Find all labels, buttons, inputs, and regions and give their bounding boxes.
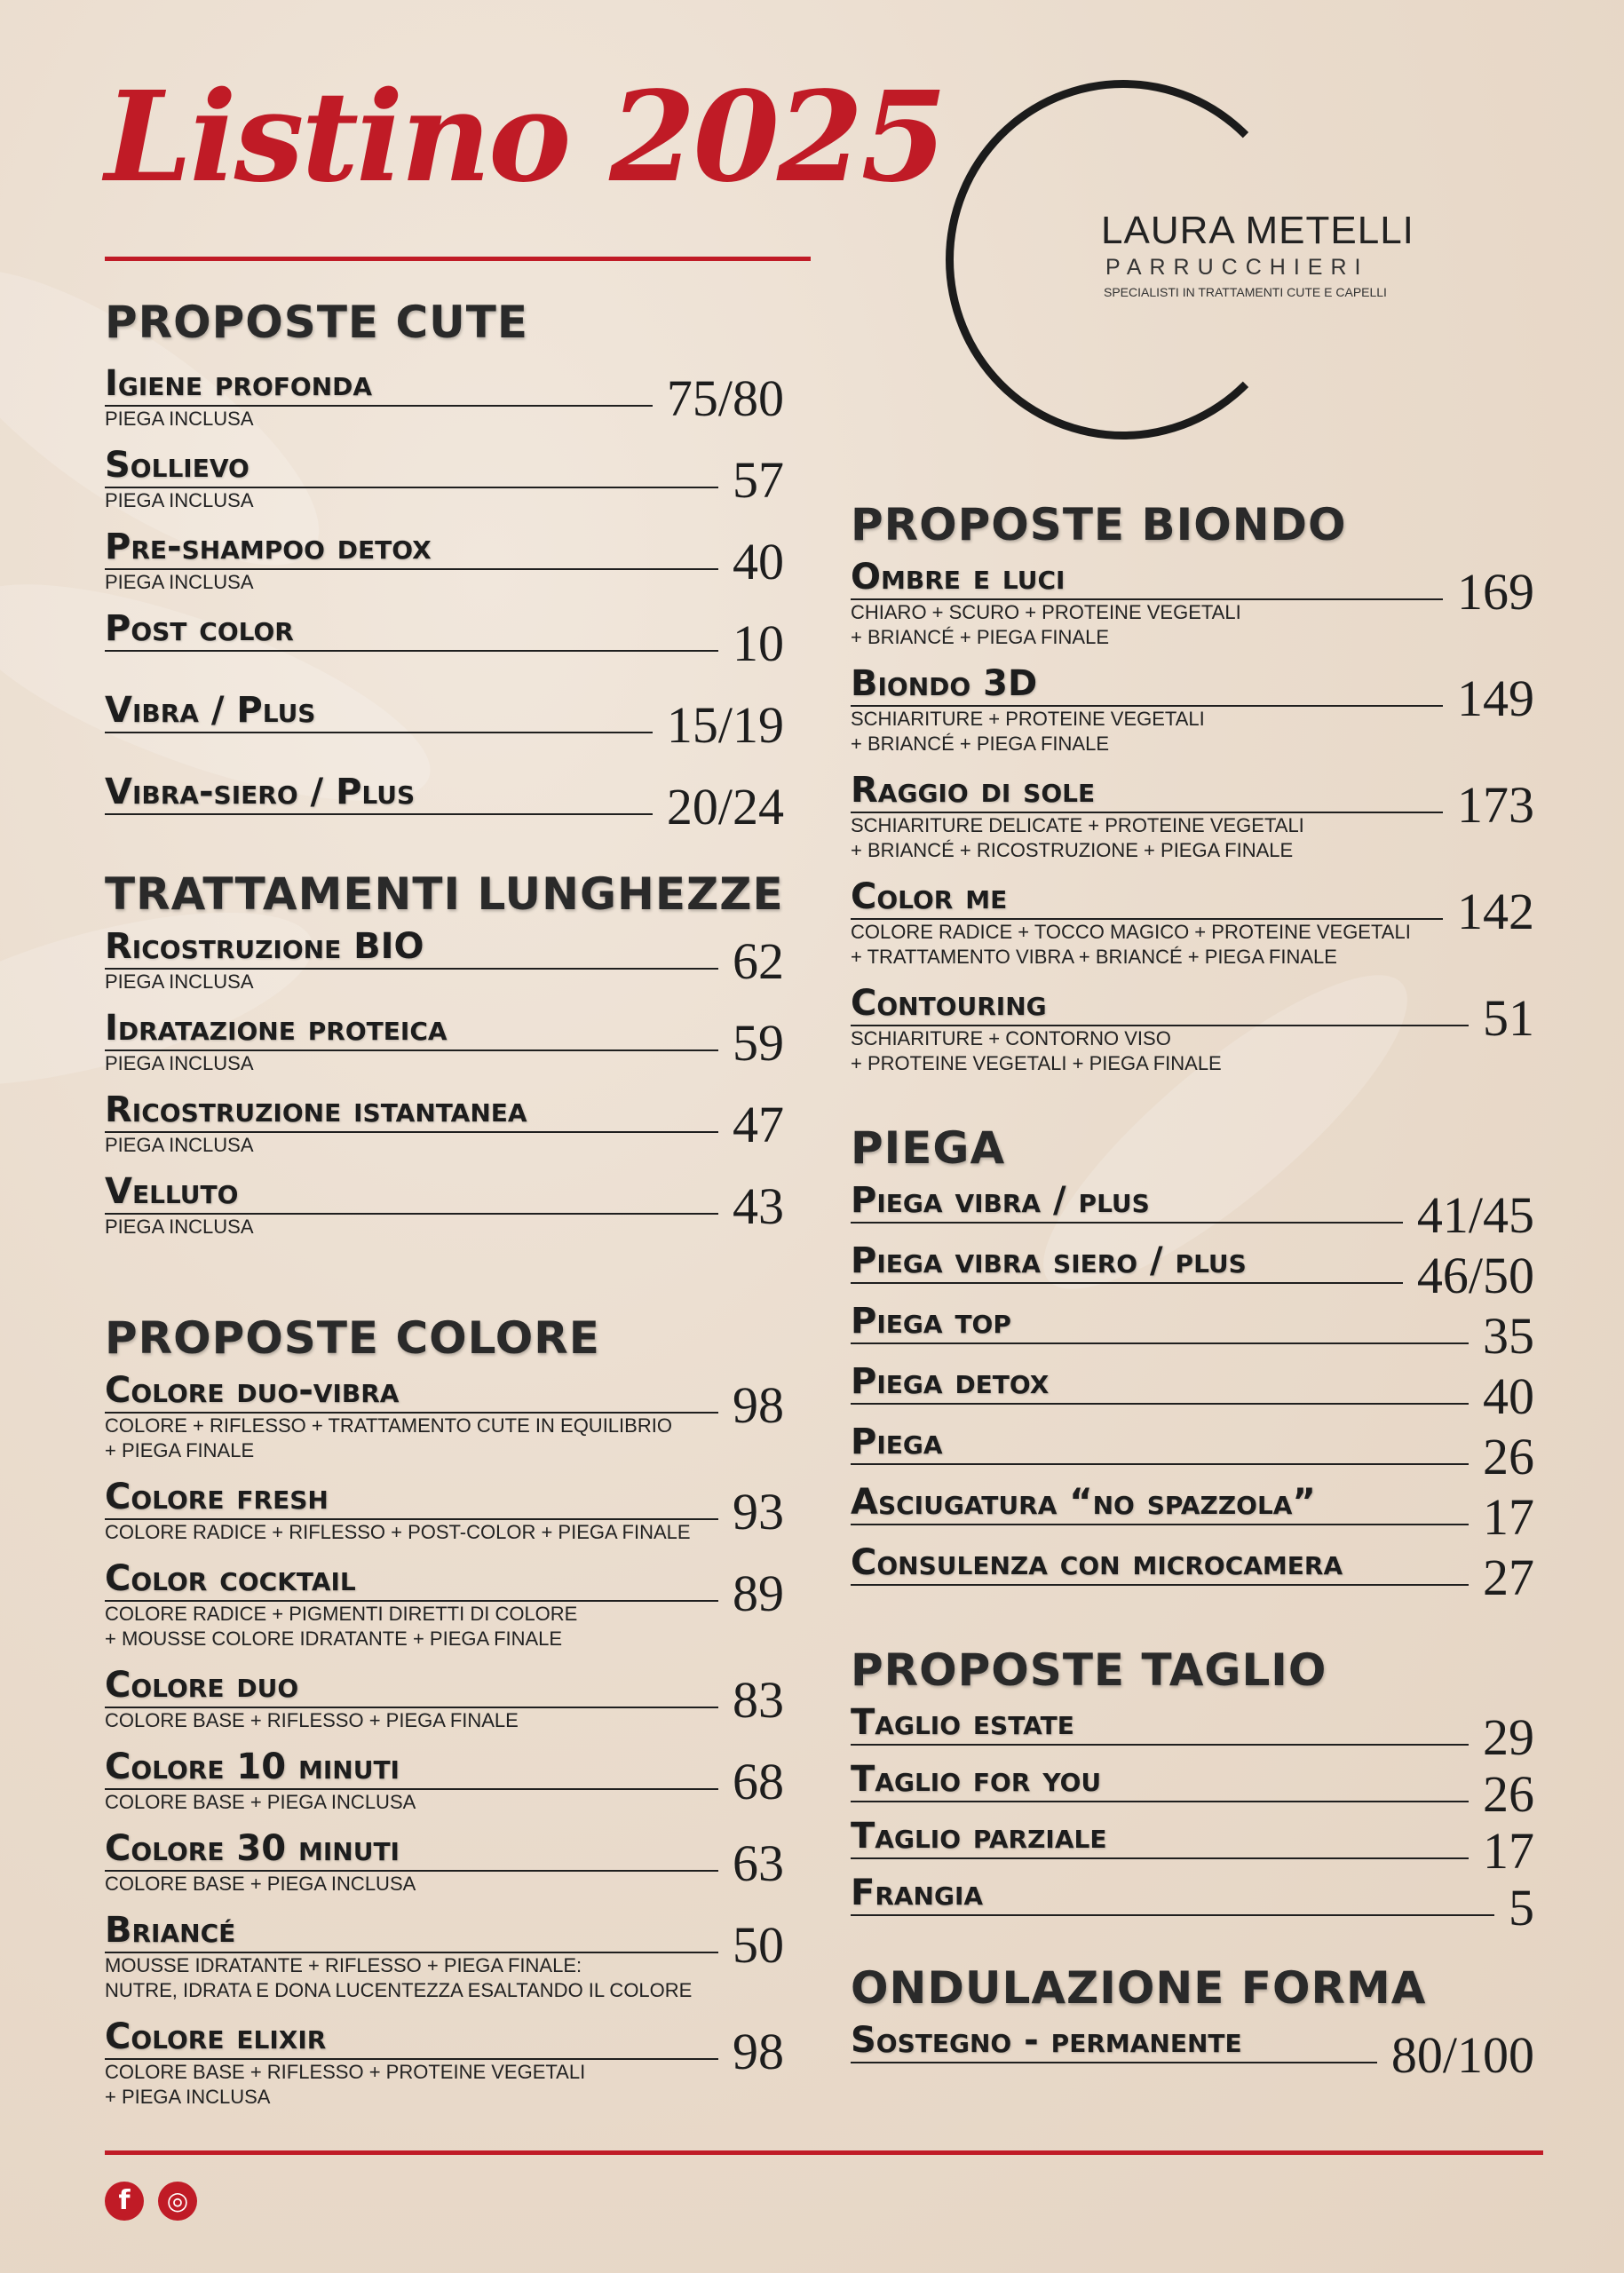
menu-item — [851, 1811, 1534, 1880]
item-price: 89 — [733, 1564, 784, 1622]
item-name: Velluto — [105, 1171, 718, 1215]
item-description: PIEGA INCLUSA — [105, 970, 254, 993]
brand-subtitle: PARRUCCHIERI — [1105, 255, 1369, 280]
item-price: 20/24 — [666, 778, 784, 836]
item-name: Piega vibra siero / plus — [851, 1240, 1403, 1284]
item-description: + PIEGA FINALE — [105, 1439, 255, 1461]
item-description: + TRATTAMENTO VIBRA + BRIANCÉ + PIEGA FINALE — [851, 946, 1337, 968]
item-name: Frangia — [851, 1873, 1494, 1916]
item-price: 15/19 — [666, 696, 784, 754]
item-description: SCHIARITURE + PROTEINE VEGETALI — [851, 708, 1205, 730]
menu-item — [105, 1366, 784, 1472]
menu-item — [851, 1296, 1534, 1365]
item-name: Colore 30 minuti — [105, 1828, 718, 1872]
menu-item — [105, 1660, 784, 1742]
section-title: PROPOSTE COLORE — [105, 1312, 600, 1364]
item-price: 5 — [1509, 1879, 1534, 1936]
section-proposte-colore — [105, 1311, 784, 2119]
menu-item — [105, 1824, 784, 1905]
left-column — [105, 295, 784, 2119]
item-name: Ricostruzione istantanea — [105, 1089, 718, 1133]
right-column — [851, 497, 1534, 2084]
menu-item — [851, 552, 1534, 659]
item-name: Biondo 3D — [851, 663, 1443, 707]
item-name: Vibra / Plus — [105, 690, 653, 733]
menu-item — [851, 1477, 1534, 1546]
brand-logo — [946, 75, 1478, 448]
menu-item — [851, 872, 1534, 978]
item-price: 173 — [1457, 776, 1534, 834]
section-title: PROPOSTE TAGLIO — [851, 1644, 1327, 1696]
section-trattamenti-lunghezze — [105, 867, 784, 1248]
item-name: Post color — [105, 608, 718, 652]
item-name: Color me — [851, 876, 1443, 920]
menu-item — [105, 1003, 784, 1085]
item-name: Piega vibra / plus — [851, 1180, 1403, 1224]
item-name: Contouring — [851, 983, 1469, 1026]
item-name: Asciugatura “no spazzola” — [851, 1482, 1469, 1525]
menu-item — [851, 765, 1534, 872]
menu-item — [851, 978, 1534, 1085]
item-name: Idratazione proteica — [105, 1008, 718, 1051]
item-name: Igiene profonda — [105, 363, 653, 407]
item-description: + BRIANCÉ + PIEGA FINALE — [851, 626, 1109, 648]
section-title: PIEGA — [851, 1122, 1006, 1174]
item-price: 93 — [733, 1483, 784, 1540]
section-title: ONDULAZIONE FORMA — [851, 1962, 1427, 2014]
item-price: 43 — [733, 1177, 784, 1235]
menu-item — [851, 1417, 1534, 1485]
item-name: Sostegno - permanente — [851, 2020, 1377, 2063]
brand-tagline: SPECIALISTI IN TRATTAMENTI CUTE E CAPELLI — [1104, 285, 1387, 299]
item-price: 35 — [1483, 1307, 1534, 1365]
section-proposte-cute — [105, 295, 784, 849]
item-price: 26 — [1483, 1765, 1534, 1823]
item-name: Vibra-siero / Plus — [105, 772, 653, 815]
menu-item — [851, 2016, 1534, 2084]
item-price: 40 — [733, 533, 784, 590]
item-description: SCHIARITURE + CONTORNO VISO — [851, 1027, 1171, 1049]
item-price: 142 — [1457, 883, 1534, 940]
section-piega — [851, 1121, 1534, 1606]
item-description: PIEGA INCLUSA — [105, 571, 254, 593]
menu-item — [851, 1698, 1534, 1766]
item-name: Colore duo-vibra — [105, 1370, 718, 1414]
item-price: 83 — [733, 1671, 784, 1729]
item-price: 10 — [733, 614, 784, 672]
item-price: 169 — [1457, 563, 1534, 621]
menu-item — [105, 922, 784, 1003]
menu-item — [105, 359, 784, 440]
item-price: 17 — [1483, 1488, 1534, 1546]
item-name: Taglio estate — [851, 1702, 1469, 1746]
item-price: 68 — [733, 1753, 784, 1810]
item-price: 51 — [1483, 989, 1534, 1047]
item-name: Sollievo — [105, 445, 718, 488]
menu-item — [105, 1085, 784, 1167]
item-price: 40 — [1483, 1367, 1534, 1425]
menu-item — [851, 1236, 1534, 1304]
menu-item — [105, 1472, 784, 1554]
title-divider — [105, 257, 811, 261]
menu-item — [851, 1538, 1534, 1606]
item-price: 29 — [1483, 1708, 1534, 1766]
item-price: 59 — [733, 1014, 784, 1072]
item-price: 46/50 — [1416, 1247, 1534, 1304]
section-ondulazione-forma — [851, 1960, 1534, 2084]
item-name: Piega — [851, 1422, 1469, 1465]
instagram-icon[interactable]: ◎ — [158, 2182, 197, 2221]
item-name: Taglio parziale — [851, 1816, 1469, 1859]
page-title: Listino 2025 — [105, 65, 945, 210]
item-name: Ricostruzione BIO — [105, 926, 718, 970]
item-description: COLORE BASE + RIFLESSO + PROTEINE VEGETALI — [105, 2061, 586, 2083]
item-name: Colore fresh — [105, 1477, 718, 1520]
item-description: CHIARO + SCURO + PROTEINE VEGETALI — [851, 601, 1241, 623]
item-name: Briancé — [105, 1910, 718, 1953]
item-name: Consulenza con microcamera — [851, 1542, 1469, 1586]
section-title: PROPOSTE BIONDO — [851, 499, 1347, 550]
item-name: Pre-shampoo detox — [105, 527, 718, 570]
item-name: Taglio for you — [851, 1759, 1469, 1802]
item-price: 62 — [733, 932, 784, 990]
item-price: 27 — [1483, 1548, 1534, 1606]
menu-item — [105, 767, 784, 849]
item-description: PIEGA INCLUSA — [105, 408, 254, 430]
item-description: COLORE BASE + PIEGA INCLUSA — [105, 1791, 416, 1813]
item-description: COLORE BASE + RIFLESSO + PIEGA FINALE — [105, 1709, 519, 1731]
menu-item — [851, 1754, 1534, 1823]
item-description: + BRIANCÉ + PIEGA FINALE — [851, 733, 1109, 755]
item-description: COLORE BASE + PIEGA INCLUSA — [105, 1873, 416, 1895]
item-name: Colore duo — [105, 1665, 718, 1708]
menu-item — [105, 1742, 784, 1824]
item-name: Ombre e luci — [851, 557, 1443, 600]
item-description: + PROTEINE VEGETALI + PIEGA FINALE — [851, 1052, 1222, 1074]
item-price: 41/45 — [1416, 1186, 1534, 1244]
item-price: 80/100 — [1390, 2026, 1534, 2084]
item-description: COLORE RADICE + RIFLESSO + POST-COLOR + PIEGA FINALE — [105, 1521, 691, 1543]
brand-name: LAURA METELLI — [1101, 209, 1414, 252]
footer-divider — [105, 2150, 1543, 2155]
item-description: COLORE RADICE + TOCCO MAGICO + PROTEINE VEGETALI — [851, 921, 1411, 943]
item-price: 149 — [1457, 669, 1534, 727]
item-price: 50 — [733, 1916, 784, 1974]
menu-item — [105, 685, 784, 767]
item-name: Colore 10 minuti — [105, 1746, 718, 1790]
menu-item — [105, 1167, 784, 1248]
item-price: 98 — [733, 2023, 784, 2080]
menu-item — [105, 440, 784, 522]
section-title: TRATTAMENTI LUNGHEZZE — [105, 868, 784, 920]
item-name: Raggio di sole — [851, 770, 1443, 813]
item-description: COLORE + RIFLESSO + TRATTAMENTO CUTE IN EQUILIBRIO — [105, 1414, 672, 1437]
menu-item — [851, 1868, 1534, 1936]
item-name: Piega detox — [851, 1361, 1469, 1405]
section-title: PROPOSTE CUTE — [105, 297, 529, 348]
menu-item — [105, 604, 784, 685]
item-description: + PIEGA INCLUSA — [105, 2086, 271, 2108]
item-description: + BRIANCÉ + RICOSTRUZIONE + PIEGA FINALE — [851, 839, 1294, 861]
item-price: 17 — [1483, 1822, 1534, 1880]
section-proposte-taglio — [851, 1643, 1534, 1936]
item-price: 75/80 — [666, 369, 784, 427]
item-description: MOUSSE IDRATANTE + RIFLESSO + PIEGA FINALE: — [105, 1954, 582, 1976]
item-description: PIEGA INCLUSA — [105, 1052, 254, 1074]
item-description: PIEGA INCLUSA — [105, 489, 254, 511]
menu-item — [851, 659, 1534, 765]
item-description: COLORE RADICE + PIGMENTI DIRETTI DI COLORE — [105, 1603, 578, 1625]
section-proposte-biondo — [851, 497, 1534, 1085]
item-price: 47 — [733, 1096, 784, 1153]
menu-item — [105, 2012, 784, 2119]
item-description: PIEGA INCLUSA — [105, 1216, 254, 1238]
item-description: + MOUSSE COLORE IDRATANTE + PIEGA FINALE — [105, 1628, 563, 1650]
item-price: 98 — [733, 1376, 784, 1434]
item-price: 57 — [733, 451, 784, 509]
menu-item — [851, 1357, 1534, 1425]
facebook-icon[interactable]: f — [105, 2182, 144, 2221]
menu-item — [105, 522, 784, 604]
item-description: NUTRE, IDRATA E DONA LUCENTEZZA ESALTANDO IL COLORE — [105, 1979, 693, 2001]
item-name: Piega top — [851, 1301, 1469, 1344]
item-description: PIEGA INCLUSA — [105, 1134, 254, 1156]
item-name: Color cocktail — [105, 1558, 718, 1602]
menu-item — [105, 1554, 784, 1660]
item-name: Colore elixir — [105, 2016, 718, 2060]
item-price: 26 — [1483, 1428, 1534, 1485]
menu-item — [851, 1176, 1534, 1244]
item-description: SCHIARITURE DELICATE + PROTEINE VEGETALI — [851, 814, 1304, 836]
item-price: 63 — [733, 1834, 784, 1892]
menu-item — [105, 1905, 784, 2012]
